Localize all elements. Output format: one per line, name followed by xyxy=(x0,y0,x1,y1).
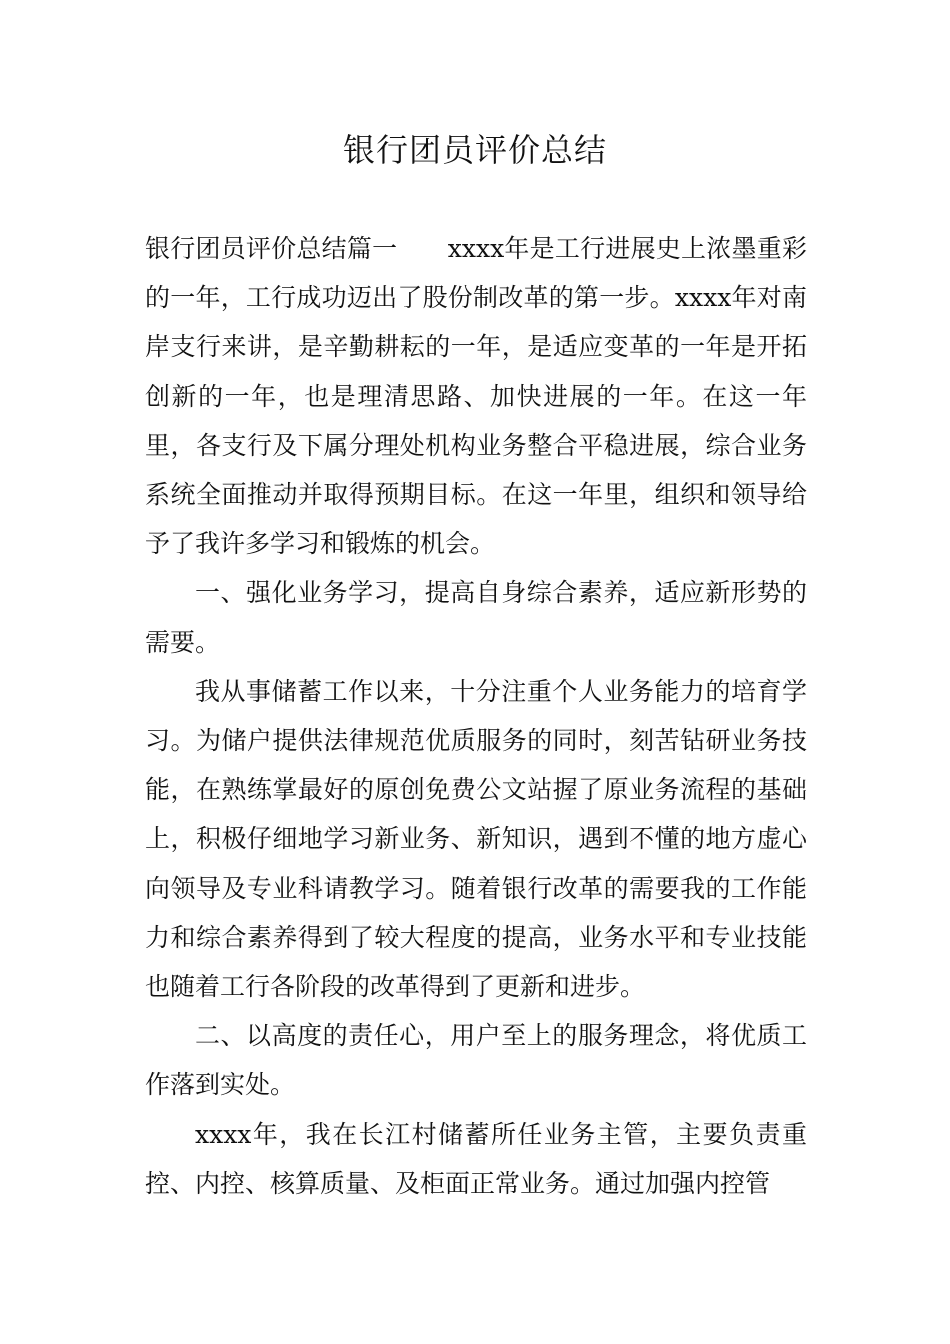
paragraph-intro: 银行团员评价总结篇一 xxxx年是工行进展史上浓墨重彩的一年，工行成功迈出了股份制改革的第一步。xxxx年对南岸支行来讲，是辛勤耕耘的一年，是适应变革的一年是开拓创新的一年，也是理清思路、加快进展的一年。在这一年里，各支行及下属分理处机构业务整合平稳进展，综合业务系统全面推动并取得预期目标。在这一年里，组织和领导给予了我许多学习和锻炼的机会。 xyxy=(145,234,807,559)
document-title: 银行团员评价总结 xyxy=(342,131,607,169)
document-body xyxy=(145,224,807,1208)
paragraph-heading-1: 一、强化业务学习，提高自身综合素养，适应新形势的需要。 xyxy=(145,578,807,657)
paragraph-body-1: 我从事储蓄工作以来，十分注重个人业务能力的培育学习。为储户提供法律规范优质服务的同时，刻苦钻研业务技能，在熟练掌最好的原创免费公文站握了原业务流程的基础上，积极仔细地学习新业务、新知识，遇到不懂的地方虚心向领导及专业科请教学习。随着银行改革的需要我的工作能力和综合素养得到了较大程度的提高，业务水平和专业技能也随着工行各阶段的改革得到了更新和进步。 xyxy=(145,676,807,1002)
paragraph-heading-2: 二、以高度的责任心，用户至上的服务理念，将优质工作落到实处。 xyxy=(145,1021,807,1100)
paragraph-body-2: xxxx年，我在长江村储蓄所任业务主管，主要负责重控、内控、核算质量、及柜面正常业务。通过加强内控管 xyxy=(145,1119,807,1198)
